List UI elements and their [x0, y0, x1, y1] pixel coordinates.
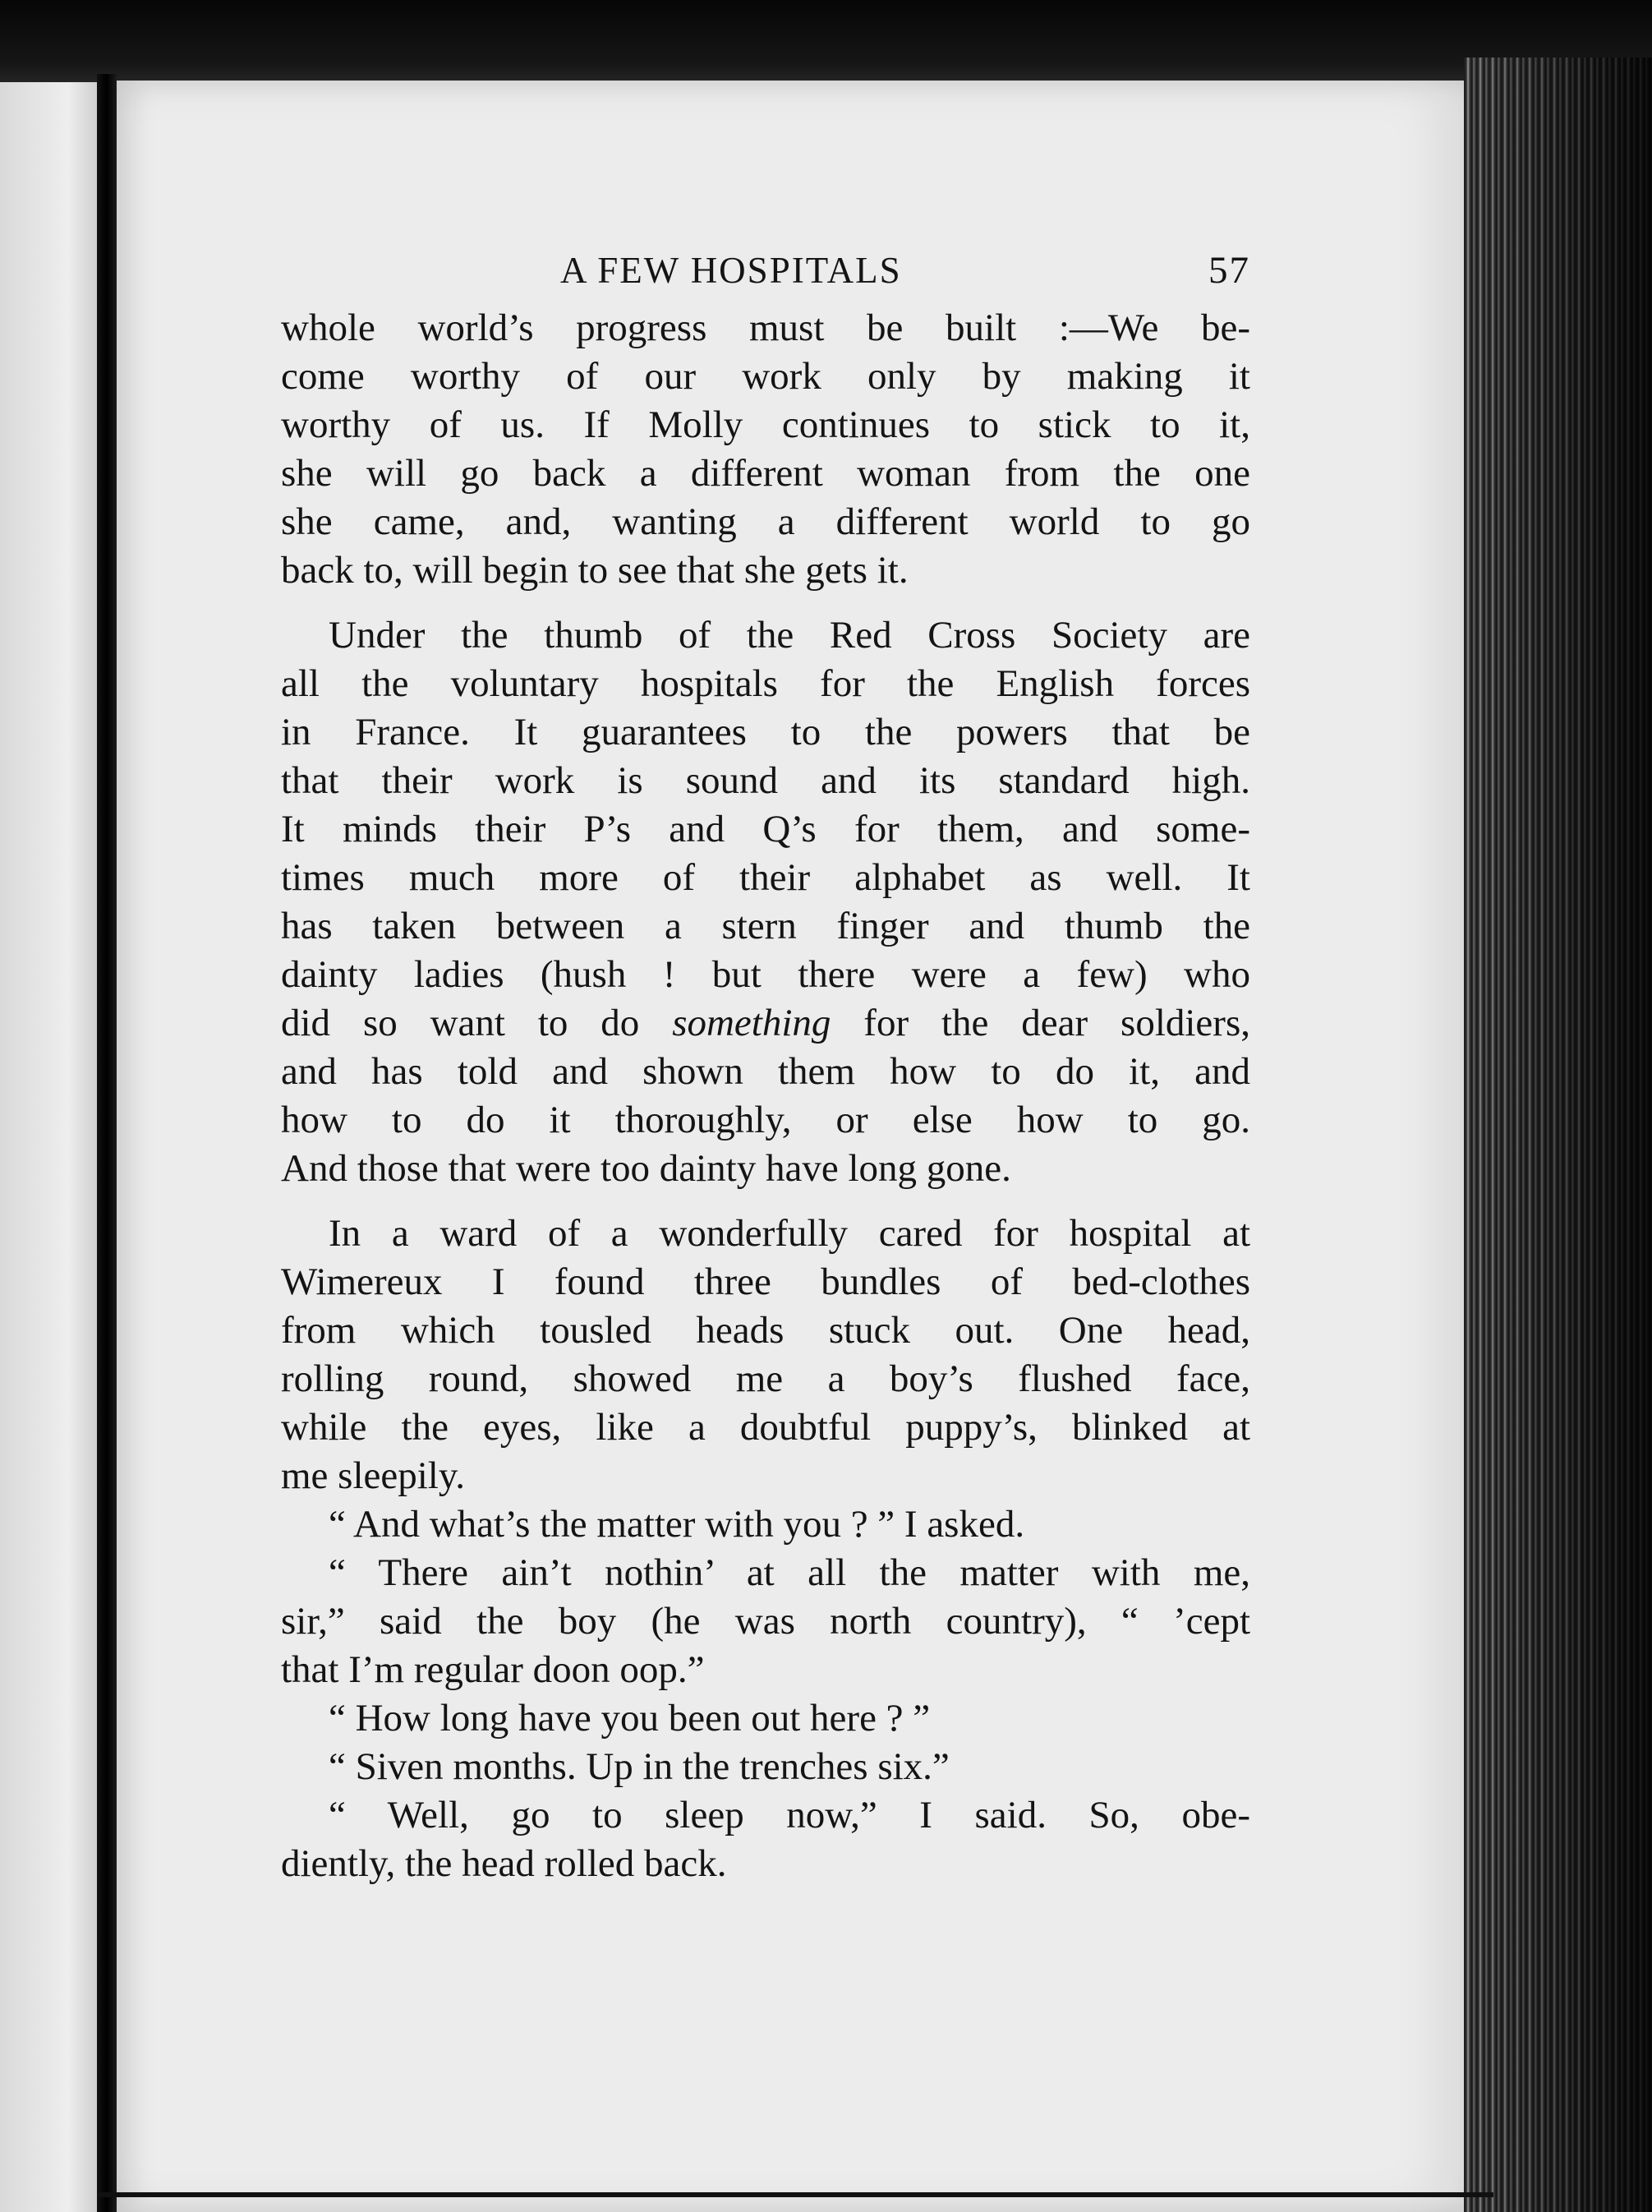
text-line: has taken between a stern finger and thumb the	[281, 905, 1250, 947]
paragraph-1	[281, 304, 1250, 595]
text-line: she came, and, wanting a different world to go	[281, 500, 1250, 543]
running-head-title: A FEW HOSPITALS	[560, 250, 902, 291]
running-head	[281, 238, 1250, 304]
text-line: It minds their P’s and Q’s for them, and some-	[281, 808, 1250, 850]
scan-bottom-edge	[97, 2192, 1493, 2197]
text-line: all the voluntary hospitals for the English forces	[281, 662, 1250, 705]
text-line: “ How long have you been out here ? ”	[329, 1697, 931, 1740]
text-line: diently, the head rolled back.	[281, 1842, 727, 1885]
text-line: sir,” said the boy (he was north country), “ ’cept	[281, 1600, 1250, 1643]
dialogue-line-1	[281, 1500, 1250, 1549]
text-line: Under the thumb of the Red Cross Society are	[329, 614, 1250, 657]
page-text	[281, 238, 1250, 1888]
dialogue-line-4	[281, 1743, 1250, 1791]
text-line: “ Siven months. Up in the trenches six.”	[329, 1745, 950, 1788]
text-line: and has told and shown them how to do it, and	[281, 1050, 1250, 1093]
dialogue-line-5	[281, 1791, 1250, 1888]
text-line: “ Well, go to sleep now,” I said. So, obe-	[329, 1794, 1250, 1836]
dialogue-line-3	[281, 1694, 1250, 1743]
text-line: Wimereux I found three bundles of bed-clothes	[281, 1260, 1250, 1303]
italic-word: something	[672, 1002, 831, 1044]
text-run: for the dear soldiers,	[831, 1002, 1250, 1044]
text-line: worthy of us. If Molly continues to stick to it,	[281, 403, 1250, 446]
text-line: whole world’s progress must be built :—We be-	[281, 306, 1250, 349]
text-line: rolling round, showed me a boy’s flushed face,	[281, 1357, 1250, 1400]
text-line: And those that were too dainty have long gone.	[281, 1147, 1011, 1190]
scan-background-top	[0, 0, 1652, 90]
text-line: in France. It guarantees to the powers that be	[281, 711, 1250, 753]
book-gutter	[97, 74, 117, 2212]
text-line: she will go back a different woman from the one	[281, 452, 1250, 495]
text-line: me sleepily.	[281, 1454, 466, 1497]
text-line: back to, will begin to see that she gets it.	[281, 549, 909, 592]
text-line: come worthy of our work only by making it	[281, 355, 1250, 398]
text-line: “ And what’s the matter with you ? ” I asked.	[329, 1503, 1025, 1546]
text-line: how to do it thoroughly, or else how to go.	[281, 1099, 1250, 1141]
text-line: while the eyes, like a doubtful puppy’s, blinked at	[281, 1406, 1250, 1449]
text-line: times much more of their alphabet as well. It	[281, 856, 1250, 899]
facing-page-edge	[0, 82, 97, 2212]
page-edges-shadow	[1464, 58, 1652, 2212]
text-line: from which tousled heads stuck out. One head,	[281, 1309, 1250, 1352]
dialogue-line-2	[281, 1549, 1250, 1694]
text-line: “ There ain’t nothin’ at all the matter with me,	[329, 1551, 1250, 1594]
text-line: In a ward of a wonderfully cared for hospital at	[329, 1212, 1250, 1255]
paragraph-2	[281, 611, 1250, 1193]
text-line: that their work is sound and its standard high.	[281, 759, 1250, 802]
text-run: did so want to do	[281, 1002, 673, 1044]
text-line: dainty ladies (hush ! but there were a few) who	[281, 953, 1250, 996]
text-line-with-italic	[281, 999, 1250, 1048]
page-number: 57	[1208, 249, 1250, 292]
paragraph-3	[281, 1210, 1250, 1500]
text-line: that I’m regular doon oop.”	[281, 1648, 705, 1691]
